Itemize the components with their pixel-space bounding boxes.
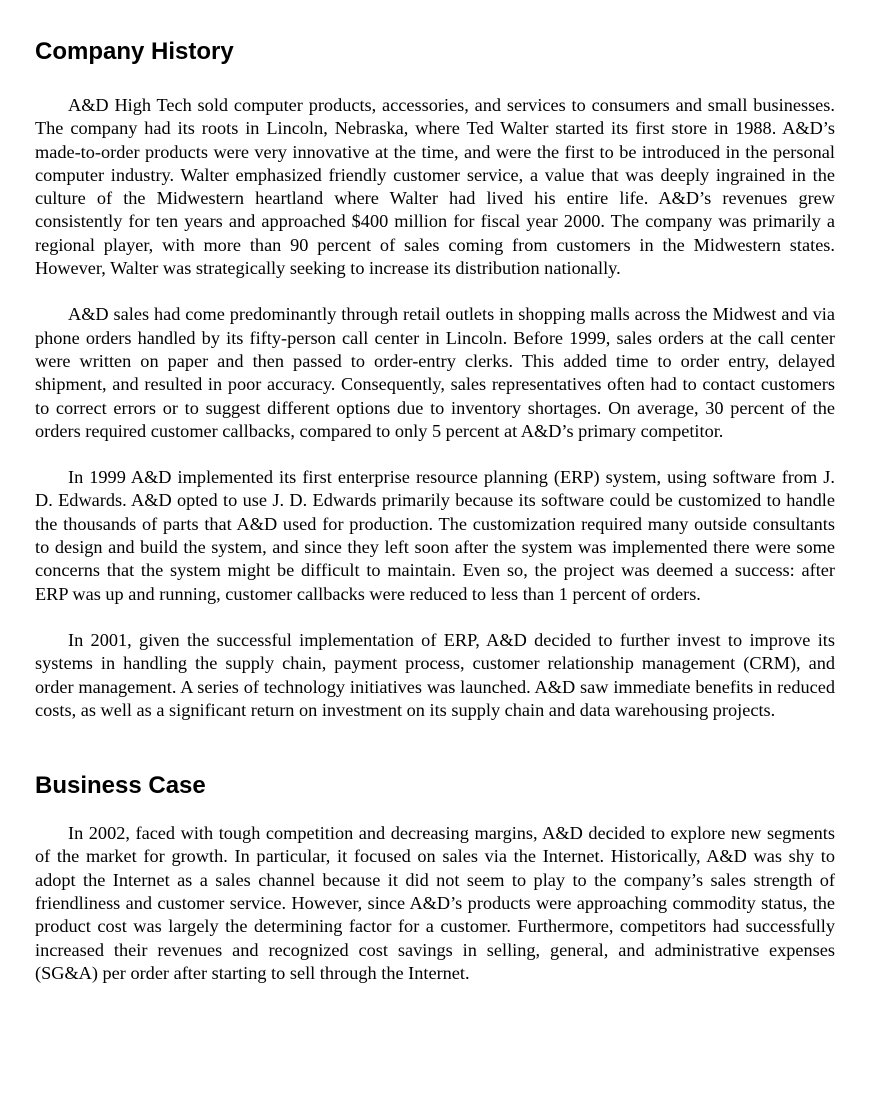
paragraph-company-history-3: In 1999 A&D implemented its first enterprise resource planning (ERP) system, using software from J. D. Edwards. A&D opted to use J. D. Edwards primarily because its software could be customized to handle the thousands of parts that A&D used for production. The customization required many outside consultants to design and build the system, and since they left soon after the system was implemented there were some concerns that the system might be difficult to maintain. Even so, the project was deemed a success: after ERP was up and running, customer callbacks were reduced to less than 1 percent of orders.	[35, 467, 835, 604]
section-title-business-case: Business Case	[35, 772, 206, 800]
paragraph-company-history-1: A&D High Tech sold computer products, accessories, and services to consumers and small businesses. The company had its roots in Lincoln, Nebraska, where Ted Walter started its first store in 1988. A&D’s made-to-order products were very innovative at the time, and were the first to be introduced in the personal computer industry. Walter emphasized friendly customer service, a value that was deeply ingrained in the culture of the Midwestern heartland where Walter had lived his entire life. A&D’s revenues grew consistently for ten years and approached $400 million for fiscal year 2000. The company was primarily a regional player, with more than 90 percent of sales coming from customers in the Midwestern states. However, Walter was strategically seeking to increase its distribution nationally.	[35, 95, 835, 279]
paragraph-company-history-2: A&D sales had come predominantly through retail outlets in shopping malls across the Midwest and via phone orders handled by its fifty-person call center in Lincoln. Before 1999, sales orders at the call center were written on paper and then passed to order-entry clerks. This added time to order entry, delayed shipment, and resulted in poor accuracy. Consequently, sales representatives often had to contact customers to correct errors or to suggest different options due to inventory shortages. On average, 30 percent of the orders required customer callbacks, compared to only 5 percent at A&D’s primary competitor.	[35, 304, 835, 441]
paragraph-business-case-1: In 2002, faced with tough competition and decreasing margins, A&D decided to explore new segments of the market for growth. In particular, it focused on sales via the Internet. Historically, A&D was shy to adopt the Internet as a sales channel because it did not seem to play to the company’s sales strength of friendliness and customer service. However, since A&D’s products were approaching commodity status, the product cost was largely the determining factor for a customer. Furthermore, competitors had successfully increased their revenues and recognized cost savings in selling, general, and administrative expenses (SG&A) per order after starting to sell through the Internet.	[35, 823, 835, 983]
paragraph-company-history-4: In 2001, given the successful implementation of ERP, A&D decided to further invest to improve its systems in handling the supply chain, payment process, customer relationship management (CRM), and order management. A series of technology initiatives was launched. A&D saw immediate benefits in reduced costs, as well as a significant return on investment on its supply chain and data warehousing projects.	[35, 629, 835, 720]
document-page	[35, 0, 835, 985]
section-title-company-history: Company History	[35, 38, 234, 65]
